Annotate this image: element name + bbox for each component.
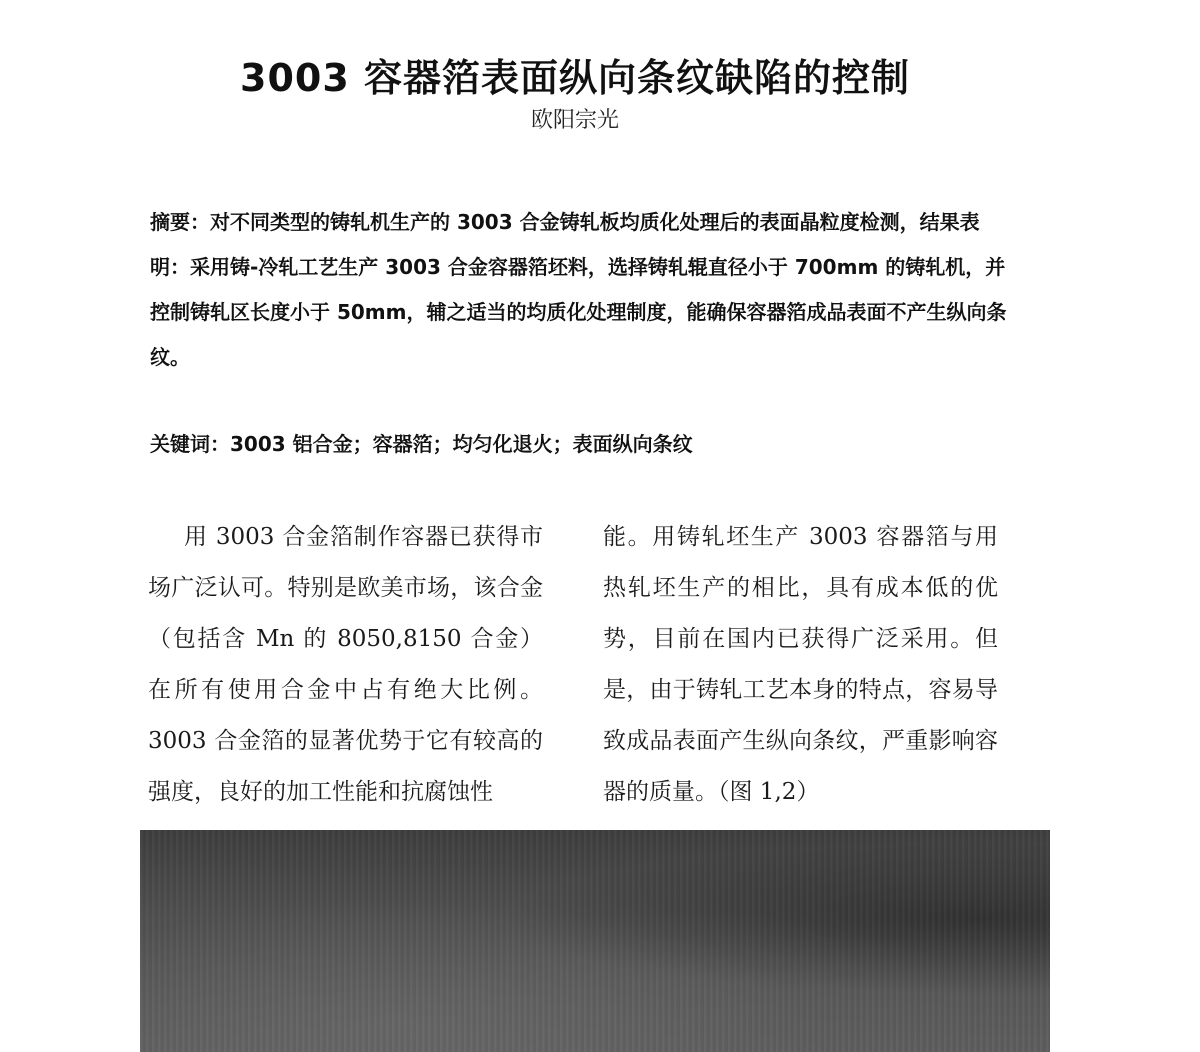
keywords: 关键词：3003 铝合金；容器箔；均匀化退火；表面纵向条纹	[150, 432, 693, 456]
abstract: 摘要：对不同类型的铸轧机生产的 3003 合金铸轧板均质化处理后的表面晶粒度检测，结果表明：采用铸-冷轧工艺生产 3003 合金容器箔坯料，选择铸轧辊直径小于 700mm 的铸轧机，并控制铸轧区长度小于 50mm，辅之适当的均质化处理制度，能确保容器箔成品表面不产生纵向条纹。	[150, 210, 1007, 369]
surface-photo-figure	[140, 830, 1050, 1052]
body-text-left-column: 用 3003 合金箔制作容器已获得市场广泛认可。特别是欧美市场，该合金（包括含 Mn 的 8050,8150 合金）在所有使用合金中占有绝大比例。3003 合金箔的显著优势于它有较高的强度，良好的加工性能和抗腐蚀性	[148, 524, 543, 805]
author-name: 欧阳宗光	[530, 108, 619, 133]
body-text-right-column: 能。用铸轧坯生产 3003 容器箔与用热轧坯生产的相比，具有成本低的优势，目前在国内已获得广泛采用。但是，由于铸轧工艺本身的特点，容易导致成品表面产生纵向条纹，严重影响容器的质量。（图 1,2）	[603, 524, 998, 805]
surface-texture	[140, 830, 1050, 1052]
paper-title: 3003 容器箔表面纵向条纹缺陷的控制	[240, 56, 910, 101]
